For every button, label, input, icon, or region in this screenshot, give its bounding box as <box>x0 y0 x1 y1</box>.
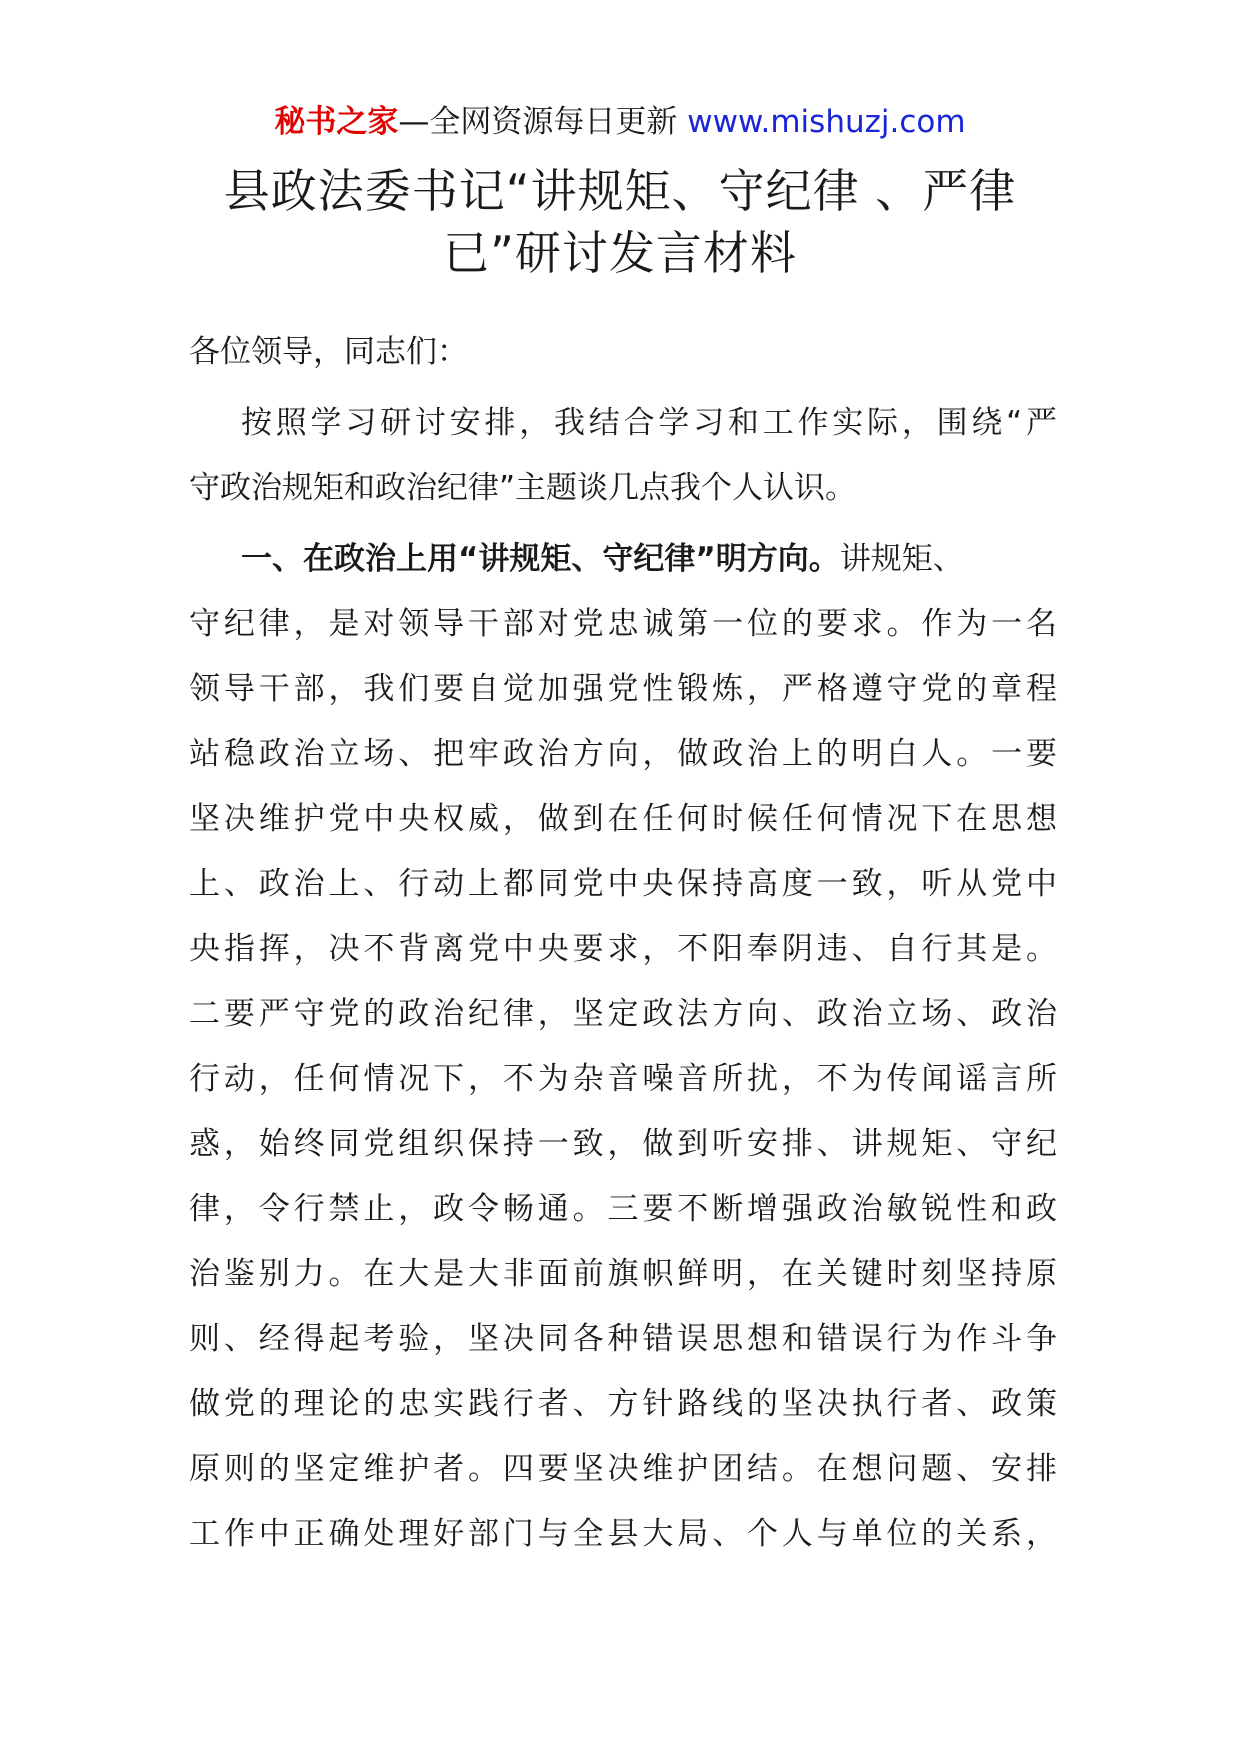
document-title <box>190 160 1050 284</box>
section-1-line: 守纪律，是对领导干部对党忠诚第一位的要求。作为一名 <box>189 606 1057 642</box>
site-header <box>0 100 1240 144</box>
section-1-first-line-rest: 讲规矩、 <box>839 541 964 577</box>
section-1-line: 工作中正确处理好部门与全县大局、个人与单位的关系， <box>189 1516 1057 1552</box>
section-1-line: 领导干部，我们要自觉加强党性锻炼，严格遵守党的章程 <box>189 671 1057 707</box>
section-1-line: 律，令行禁止，政令畅通。三要不断增强政治敏锐性和政 <box>189 1191 1057 1227</box>
title-line-1: 县政法委书记“讲规矩、守纪律 、严律 <box>223 164 1017 218</box>
site-url-link[interactable]: www.mishuzj.com <box>687 104 966 140</box>
section-1-heading: 一、在政治上用“讲规矩、守纪律”明方向。 <box>241 541 840 577</box>
site-tagline: —全网资源每日更新 <box>398 104 688 140</box>
section-1-line: 做党的理论的忠实践行者、方针路线的坚决执行者、政策 <box>189 1386 1057 1422</box>
section-1-line: 治鉴别力。在大是大非面前旗帜鲜明，在关键时刻坚持原 <box>189 1256 1057 1292</box>
section-1-line: 行动，任何情况下，不为杂音噪音所扰，不为传闻谣言所 <box>189 1061 1057 1097</box>
brand-name: 秘书之家 <box>274 104 399 140</box>
section-1-line: 坚决维护党中央权威，做到在任何时候任何情况下在思想 <box>189 801 1057 837</box>
section-1-line: 原则的坚定维护者。四要坚决维护团结。在想问题、安排 <box>189 1451 1057 1487</box>
section-1-line: 央指挥，决不背离党中央要求，不阳奉阴违、自行其是。 <box>189 931 1057 967</box>
section-1-line: 上、政治上、行动上都同党中央保持高度一致，听从党中 <box>189 866 1057 902</box>
salutation: 各位领导，同志们： <box>189 334 468 370</box>
section-1-line: 惑，始终同党组织保持一致，做到听安排、讲规矩、守纪 <box>189 1126 1057 1162</box>
intro-line-1: 按照学习研讨安排，我结合学习和工作实际，围绕“严 <box>241 405 1057 441</box>
intro-line-2: 守政治规矩和政治纪律”主题谈几点我个人认识。 <box>189 470 857 506</box>
document-body <box>189 320 1057 1567</box>
title-line-2: 已”研讨发言材料 <box>443 226 797 280</box>
section-1-first-line <box>189 527 1057 592</box>
section-1-line: 站稳政治立场、把牢政治方向，做政治上的明白人。一要 <box>189 736 1057 772</box>
section-1-line: 二要严守党的政治纪律，坚定政法方向、政治立场、政治 <box>189 996 1057 1032</box>
section-1-line: 则、经得起考验，坚决同各种错误思想和错误行为作斗争 <box>189 1321 1057 1357</box>
